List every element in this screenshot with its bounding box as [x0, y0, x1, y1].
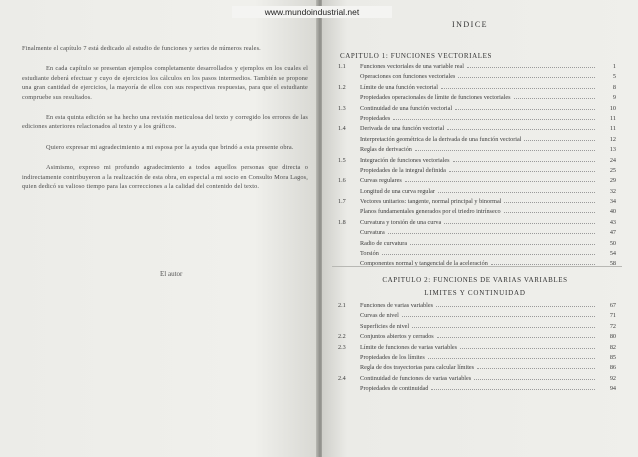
- toc-entry: [338, 146, 616, 156]
- chapter-2-subtitle: LIMITES Y CONTINUIDAD: [424, 289, 526, 297]
- toc-leader-dots: [441, 84, 595, 89]
- toc-leader-dots: [453, 157, 595, 162]
- toc-leader-dots: [504, 208, 595, 213]
- toc-entry-number: 1.1: [338, 63, 346, 70]
- preface-paragraph: En esta quinta edición se ha hecho una revisión meticulosa del texto y corregido los errores de las ediciones anteriores relacionados al texto y a los gráficos.: [22, 114, 308, 131]
- toc-entry-label: Superficies de nivel: [360, 322, 410, 330]
- toc-entry-label: Integración de funciones vectoriales: [360, 156, 450, 164]
- toc-leader-dots: [410, 240, 595, 245]
- toc-leader-dots: [474, 375, 595, 380]
- toc-entry-label: Curvas regulares: [360, 177, 402, 185]
- toc-entry: [338, 115, 616, 125]
- toc-leader-dots: [436, 302, 595, 307]
- toc-entry-page: 50: [609, 239, 616, 247]
- toc-leader-dots: [388, 229, 595, 234]
- toc-leader-dots: [524, 136, 595, 141]
- toc-entry: [338, 344, 616, 354]
- toc-leader-dots: [444, 219, 595, 224]
- toc-entry-page: 5: [612, 73, 616, 81]
- toc-entry-label: Torsión: [360, 250, 379, 258]
- toc-entry-label: Curvatura: [360, 229, 385, 237]
- toc-entry: [338, 167, 616, 177]
- toc-entry-page: 58: [609, 260, 616, 268]
- toc-entry-label: Propiedades de la integral definida: [360, 166, 446, 174]
- toc-entry-label: Planos fundamentales generados por el triedro intrínseco: [360, 208, 501, 216]
- toc-leader-dots: [431, 385, 595, 390]
- toc-entry-page: 80: [609, 333, 616, 341]
- toc-entry-number: 2.3: [338, 343, 346, 351]
- toc-leader-dots: [455, 105, 595, 110]
- toc-entry-label: Propiedades: [360, 114, 391, 122]
- toc-leader-dots: [514, 94, 595, 99]
- toc-entry-label: Longitud de una curva regular: [360, 187, 435, 195]
- toc-entry-label: Reglas de derivación: [360, 146, 412, 154]
- toc-entry: [338, 177, 616, 187]
- toc-entry-number: 1.2: [338, 83, 346, 91]
- toc-leader-dots: [415, 146, 595, 151]
- toc-entry-label: Derivada de una función vectorial: [360, 125, 445, 133]
- toc-entry-page: 12: [609, 135, 616, 143]
- toc-entry: [338, 219, 616, 229]
- toc-entry-page: 10: [609, 104, 616, 112]
- index-title: INDICE: [451, 20, 489, 29]
- toc-entry-number: 2.4: [338, 374, 346, 382]
- toc-entry-page: 67: [609, 302, 616, 309]
- toc-entry: [338, 229, 616, 239]
- toc-entry-page: 47: [609, 229, 616, 237]
- toc-entry: [338, 302, 616, 312]
- toc-entry-label: Límite de una función vectorial: [360, 83, 439, 91]
- toc-entry-page: 32: [609, 187, 616, 195]
- toc-entry: [338, 364, 616, 374]
- toc-entry-page: 86: [609, 364, 616, 372]
- toc-entry-label: Vectores unitarios: tangente, normal principal y binormal: [360, 198, 502, 206]
- toc-leader-dots: [402, 312, 595, 317]
- toc-leader-dots: [428, 354, 595, 359]
- toc-entry: [338, 208, 616, 218]
- toc-entry-page: 25: [609, 166, 616, 174]
- toc-entry: [338, 84, 616, 94]
- toc-leader-dots: [382, 250, 595, 255]
- toc-leader-dots: [504, 198, 595, 203]
- toc-leader-dots: [458, 73, 595, 78]
- chapter-1-toc: [338, 63, 616, 271]
- toc-entry-number: 1.4: [338, 125, 346, 133]
- toc-entry-page: 71: [609, 312, 616, 320]
- toc-entry-number: 2.2: [338, 333, 346, 341]
- toc-entry-label: Propiedades operacionales de límite de funciones vectoriales: [360, 94, 511, 102]
- toc-leader-dots: [477, 364, 595, 369]
- preface-paragraph: Finalmente el capítulo 7 está dedicado al estudio de funciones y series de números reales.: [22, 45, 261, 52]
- toc-entry-page: 72: [609, 322, 616, 330]
- toc-entry-page: 1: [612, 63, 616, 70]
- toc-entry-page: 11: [610, 125, 616, 133]
- toc-entry-page: 40: [609, 208, 616, 216]
- toc-leader-dots: [467, 63, 595, 68]
- toc-entry-number: 1.5: [338, 156, 346, 164]
- toc-entry-page: 8: [612, 83, 616, 91]
- toc-entry-page: 94: [609, 385, 616, 393]
- toc-entry-label: Curvatura y torsión de una curva: [360, 218, 442, 226]
- toc-entry-number: 2.1: [338, 302, 346, 309]
- preface-text: [22, 44, 308, 202]
- toc-entry-label: Límite de funciones de varias variables: [360, 343, 458, 351]
- toc-leader-dots: [393, 115, 595, 120]
- chapter-2-toc: [338, 302, 616, 396]
- toc-entry: [338, 63, 616, 73]
- toc-entry-page: 9: [612, 94, 616, 102]
- preface-paragraph: Quiero expresar mi agradecimiento a mi esposa por la ayuda que brindó a esta presente obra.: [46, 143, 294, 151]
- preface-paragraph: Asimismo, expreso mi profundo agradecimiento a todos aquellos personas que directa o indirectamente contribuyeron a la realización de esta obra, en especial a mi socio en Consulto Mora Lagos, quien dedicó su valioso tiempo para las correcciones a la calidad del contenido del texto.: [22, 164, 308, 191]
- toc-leader-dots: [447, 125, 595, 130]
- toc-entry-number: 1.7: [338, 198, 346, 206]
- toc-leader-dots: [405, 177, 595, 182]
- toc-entry: [338, 105, 616, 115]
- watermark-url[interactable]: www.mundoindustrial.net: [232, 6, 392, 18]
- chapter-1-title: CAPITULO 1: FUNCIONES VECTORIALES: [340, 52, 492, 60]
- toc-entry: [338, 94, 616, 104]
- toc-entry: [338, 250, 616, 260]
- toc-entry: [338, 240, 616, 250]
- toc-entry: [338, 333, 616, 343]
- toc-entry: [338, 157, 616, 167]
- toc-entry-number: 1.3: [338, 104, 346, 112]
- toc-entry: [338, 312, 616, 322]
- toc-entry-page: 85: [609, 353, 616, 361]
- toc-entry-label: Propiedades de los límites: [360, 353, 425, 361]
- toc-entry-page: 29: [609, 177, 616, 185]
- toc-entry: [338, 375, 616, 385]
- toc-leader-dots: [437, 333, 595, 338]
- author-signature: El autor: [160, 270, 183, 278]
- toc-entry-page: 54: [609, 250, 616, 258]
- toc-leader-dots: [412, 323, 595, 328]
- toc-entry-label: Radio de curvatura: [360, 239, 408, 247]
- toc-entry-page: 13: [609, 146, 616, 154]
- toc-entry-label: Propiedades de continuidad: [360, 385, 429, 393]
- toc-entry: [338, 188, 616, 198]
- toc-leader-dots: [449, 167, 595, 172]
- toc-entry: [338, 354, 616, 364]
- toc-entry-page: 11: [610, 114, 616, 122]
- toc-entry-label: Componentes normal y tangencial de la aceleración: [360, 260, 488, 268]
- toc-entry: [338, 73, 616, 83]
- toc-entry-page: 24: [609, 156, 616, 164]
- toc-entry-label: Continuidad de una función vectorial: [360, 104, 453, 112]
- toc-entry-label: Continuidad de funciones de varias variables: [360, 374, 472, 382]
- toc-entry-page: 34: [609, 198, 616, 206]
- chapter-2-title: CAPITULO 2: FUNCIONES DE VARIAS VARIABLES: [382, 276, 568, 284]
- toc-entry-label: Interpretación geométrica de la derivada de una función vectorial: [360, 135, 522, 143]
- toc-entry-label: Funciones de varias variables: [360, 302, 434, 309]
- section-divider: [332, 266, 622, 267]
- toc-leader-dots: [438, 188, 595, 193]
- toc-leader-dots: [491, 260, 595, 265]
- toc-entry-number: 1.8: [338, 218, 346, 226]
- left-page: [0, 0, 318, 457]
- toc-entry-page: 82: [609, 343, 616, 351]
- toc-leader-dots: [460, 344, 595, 349]
- toc-entry-page: 92: [609, 374, 616, 382]
- toc-entry: [338, 323, 616, 333]
- toc-entry-label: Funciones vectoriales de una variable real: [360, 63, 464, 70]
- toc-entry-label: Conjuntos abiertos y cerrados: [360, 333, 434, 341]
- toc-entry-label: Operaciones con funciones vectoriales: [360, 73, 456, 81]
- preface-paragraph: En cada capítulo se presentan ejemplos completamente desarrollados y ejemplos en los cuales el estudiante deberá efectuar y cuyo de ejercicios los cálculos en los pasos intermedios. También se propone una gran cantidad de ejercicios, la mayoría de ellos con sus respectivas respuestas, para que el estudiante compruebe sus resultados.: [22, 65, 308, 101]
- toc-entry: [338, 385, 616, 395]
- toc-entry: [338, 136, 616, 146]
- toc-entry: [338, 125, 616, 135]
- toc-entry: [338, 198, 616, 208]
- toc-entry-label: Regla de dos trayectorias para calcular límites: [360, 364, 475, 372]
- toc-entry-label: Curvas de nivel: [360, 312, 399, 320]
- toc-entry-page: 43: [609, 218, 616, 226]
- toc-entry-number: 1.6: [338, 177, 346, 185]
